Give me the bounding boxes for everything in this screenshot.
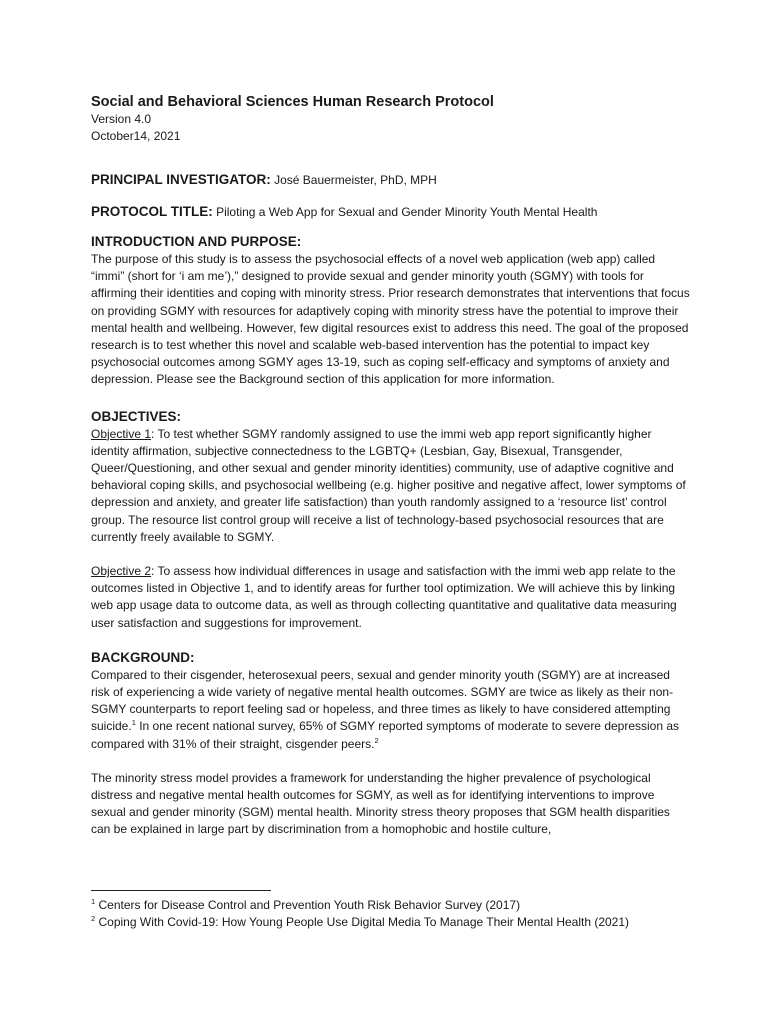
principal-investigator — [91, 170, 691, 190]
background-section — [91, 649, 691, 839]
pi-label: PRINCIPAL INVESTIGATOR: — [91, 172, 271, 187]
objectives-heading: OBJECTIVES: — [91, 408, 182, 424]
objectives-section — [91, 408, 691, 632]
introduction-heading: INTRODUCTION AND PURPOSE: — [91, 234, 302, 249]
footnote-1-text: Centers for Disease Control and Prevention Youth Risk Behavior Survey (2017) — [95, 898, 521, 912]
background-text-b: In one recent national survey, 65% of SGMY reported symptoms of moderate to severe depression as compared with 31% of their straight, cisgender peers. — [91, 719, 680, 751]
background-heading: BACKGROUND: — [91, 649, 195, 665]
footnote-2 — [91, 914, 731, 931]
background-text-a: Compared to their cisgender, heterosexual peers, sexual and gender minority youth (SGMY) are at increased risk of experiencing a wide variety of negative mental health outcomes. SGMY are twice as likely as their non-SGMY counterparts to report feeling sad or hopeless, and three times as likely to have considered attempting suicide. — [91, 667, 674, 734]
document-title: Social and Behavioral Sciences Human Research Protocol — [91, 94, 494, 110]
protocol-title — [91, 202, 691, 222]
document-body — [91, 93, 691, 839]
objective-2-label: Objective 2 — [91, 564, 152, 579]
version-text: Version 4.0 — [91, 112, 152, 126]
footnote-ref-1: 1 — [131, 718, 136, 728]
protocol-value: Piloting a Web App for Sexual and Gender Minority Youth Mental Health — [212, 205, 598, 219]
footnotes — [91, 897, 731, 931]
objective-1-label: Objective 1 — [91, 426, 152, 441]
pi-value: José Bauermeister, PhD, MPH — [270, 173, 437, 187]
objective-1 — [91, 426, 691, 546]
objective-1-text: : To test whether SGMY randomly assigned to use the immi web app report significantly higher identity affirmation, subjective connectedness to the LGBTQ+ (Lesbian, Gay, Bisexual, Transgender, Queer/Questioning, and other sexual and gender minority identities) community, use of adaptive cognitive and behavioral coping skills, and psychosocial wellbeing (e.g. higher positive and negative affect, lower symptoms of depression and anxiety, and greater life satisfaction) than youth randomly assigned to a ‘resource list’ control group. The resource list control group will receive a list of technology-based psychosocial resources that are currently freely available to SGMY. — [91, 426, 686, 544]
objective-2 — [91, 563, 691, 632]
date-text: October14, 2021 — [91, 129, 181, 143]
footnote-1-mark: 1 — [91, 897, 96, 906]
objective-2-text: : To assess how individual differences in usage and satisfaction with the immi web app relate to the outcomes listed in Objective 1, and to identify areas for further tool optimization. We will achieve this by linking web app usage data to outcome data, as well as through collecting quantitative and qualitative data measuring user satisfaction and suggestions for improvement. — [91, 564, 677, 630]
footnote-1 — [91, 897, 731, 914]
footnote-2-mark: 2 — [91, 914, 96, 923]
introduction-section — [91, 233, 691, 389]
footnote-2-text: Coping With Covid-19: How Young People Use Digital Media To Manage Their Mental Health (2021) — [95, 915, 630, 929]
background-paragraph-2: The minority stress model provides a framework for understanding the higher prevalence of psychological distress and negative mental health outcomes for SGMY, as well as for identifying interventions to improve sexual and gender minority (SGM) mental health. Minority stress theory proposes that SGM health disparities can be explained in large part by discrimination from a homophobic and hostile culture, — [91, 770, 670, 837]
protocol-label: PROTOCOL TITLE: — [91, 204, 213, 219]
footnote-ref-2: 2 — [374, 735, 379, 745]
background-paragraph-1 — [91, 667, 691, 753]
introduction-text: The purpose of this study is to assess the psychosocial effects of a novel web application (web app) called “immi” (short for ‘i am me’),” designed to provide sexual and gender minority youth (SGMY) with tools for affirming their identities and coping with minority stress. Prior research demonstrates that interventions that focus on providing SGMY with resources for adaptively coping with minority stress have the potential to improve their mental health and wellbeing. However, few digital resources exist to address this need. The goal of the proposed research is to test whether this novel and scalable web-based intervention has the potential to impact key psychosocial outcomes among SGMY ages 13-19, such as coping self-efficacy and symptoms of anxiety and depression. Please see the Background section of this application for more information. — [91, 252, 690, 387]
footnote-divider — [91, 890, 271, 891]
